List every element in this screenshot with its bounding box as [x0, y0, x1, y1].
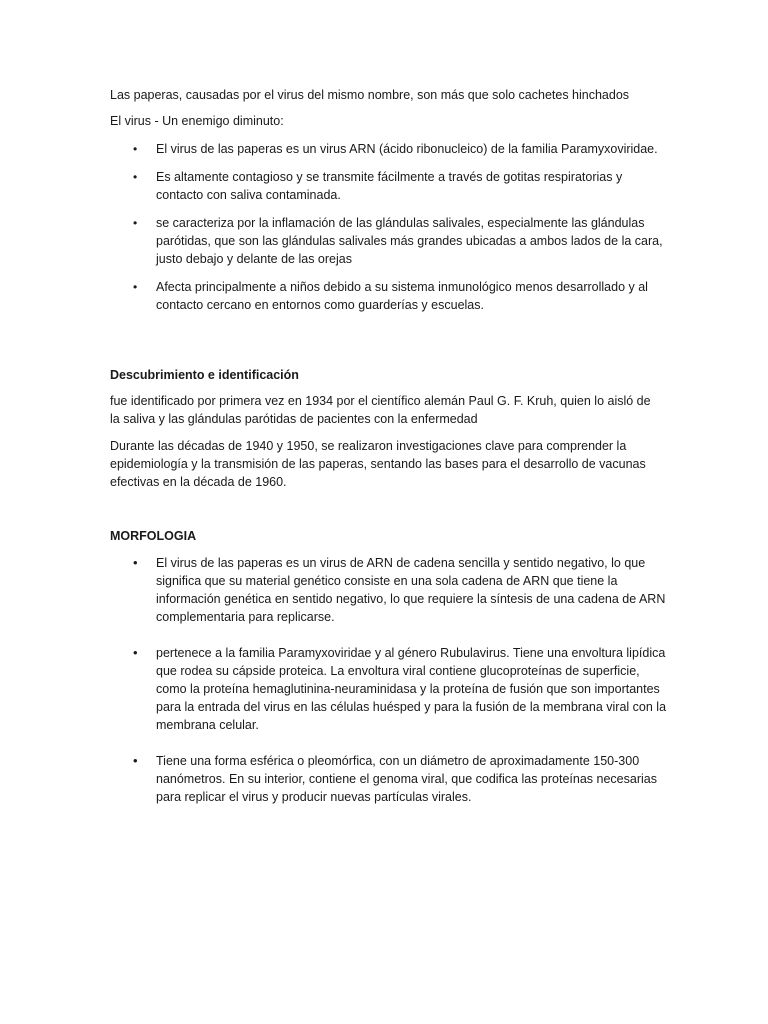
bullet-icon: •: [133, 645, 138, 660]
bullet-icon: •: [133, 280, 138, 294]
list-item: [110, 168, 670, 204]
list-item: [110, 140, 670, 158]
list-item: [110, 752, 670, 806]
list-item-text: Es altamente contagioso y se transmite fácilmente a través de gotitas respiratorias y contacto con saliva contaminada.: [156, 170, 623, 202]
list-item-text: se caracteriza por la inflamación de las glándulas salivales, especialmente las glándulas parótidas, que son las glándulas salivales más grandes ubicadas a ambos lados de la cara, justo debajo y delante de las orejas: [156, 216, 663, 266]
list-item: [110, 278, 670, 314]
bullet-icon: •: [133, 555, 138, 570]
list-item: [110, 644, 670, 734]
list-item-text: Afecta principalmente a niños debido a su sistema inmunológico menos desarrollado y al contacto cercano en entornos como guarderías y escuelas.: [156, 280, 648, 312]
list-item-text: pertenece a la familia Paramyxoviridae y al género Rubulavirus. Tiene una envoltura lipídica que rodea su cápside proteica. La envoltura viral contiene glucoproteínas de superficie, como la proteína hemaglutinina-neuraminidasa y la proteína de fusión que son importantes para la entrada del virus en las células huésped y para la fusión de la membrana viral con la membrana celular.: [156, 646, 667, 732]
discovery-heading: Descubrimiento e identificación: [110, 368, 299, 382]
list-item-text: Tiene una forma esférica o pleomórfica, con un diámetro de aproximadamente 150-300 nanómetros. En su interior, contiene el genoma viral, que codifica las proteínas necesarias para replicar el virus y producir nuevas partículas virales.: [156, 754, 657, 804]
bullet-icon: •: [133, 170, 138, 184]
bullet-icon: •: [133, 216, 138, 230]
list-item-text: El virus de las paperas es un virus de ARN de cadena sencilla y sentido negativo, lo que significa que su material genético consiste en una sola cadena de ARN que tiene la información genética en sentido negativo, lo que requiere la síntesis de una cadena de ARN complementaria para replicarse.: [156, 556, 666, 624]
bullet-icon: •: [133, 753, 138, 768]
intro-paragraph: Las paperas, causadas por el virus del mismo nombre, son más que solo cachetes hinchados: [110, 88, 630, 102]
morfologia-heading: MORFOLOGIA: [110, 529, 197, 543]
list-item: [110, 214, 670, 268]
list-item-text: El virus de las paperas es un virus ARN (ácido ribonucleico) de la familia Paramyxoviridae.: [156, 142, 658, 156]
virus-section-heading: El virus - Un enemigo diminuto:: [110, 114, 284, 128]
discovery-paragraph-2: Durante las décadas de 1940 y 1950, se realizaron investigaciones clave para comprender la epidemiología y la transmisión de las paperas, sentando las bases para el desarrollo de vacunas efectivas en la década de 1960.: [110, 439, 646, 489]
morfologia-bullet-list: [110, 554, 670, 824]
bullet-icon: •: [133, 142, 138, 156]
virus-bullet-list: [110, 140, 670, 324]
discovery-paragraph-1: fue identificado por primera vez en 1934 por el científico alemán Paul G. F. Kruh, quien lo aisló de la saliva y las glándulas parótidas de pacientes con la enfermedad: [110, 394, 651, 426]
list-item: [110, 554, 670, 626]
